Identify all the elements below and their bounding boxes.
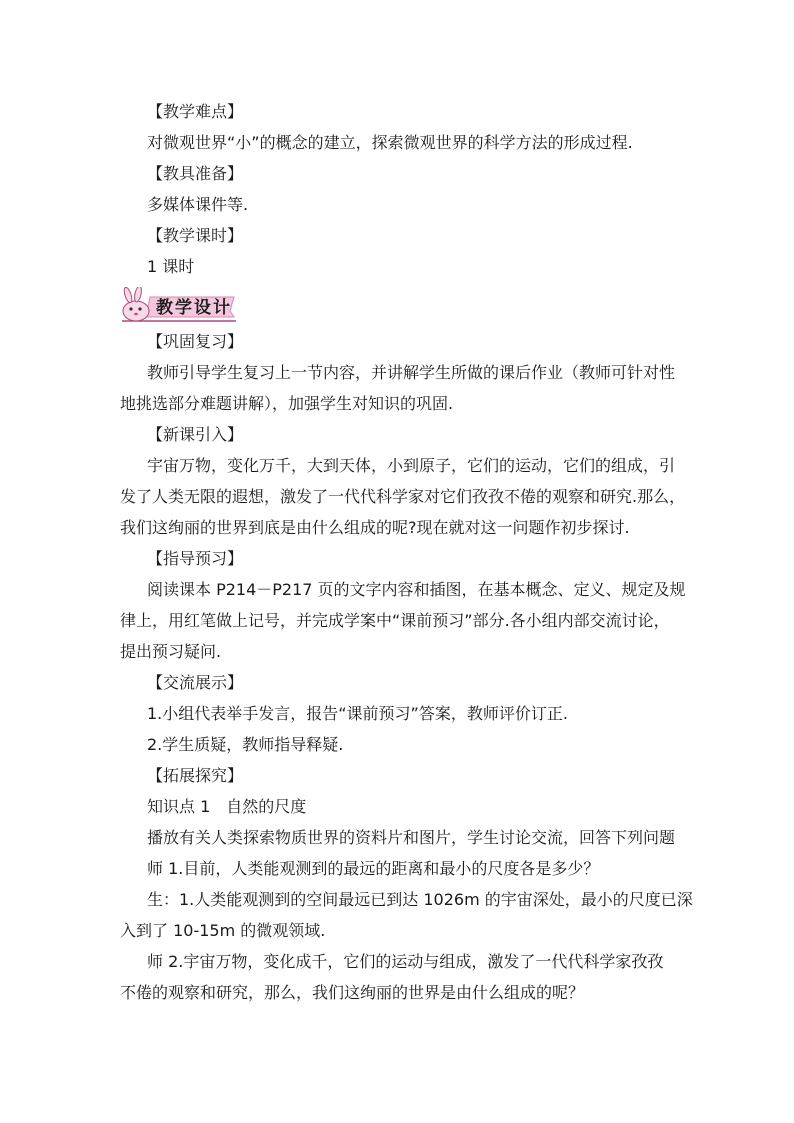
review-heading: 【巩固复习】 bbox=[147, 332, 244, 351]
explore-heading: 【拓展探究】 bbox=[147, 766, 244, 785]
difficulty-heading: 【教学难点】 bbox=[147, 102, 244, 121]
intro-line-1: 宇宙万物，变化万千，大到天体，小到原子，它们的运动，它们的组成，引 bbox=[147, 456, 676, 475]
tools-heading: 【教具准备】 bbox=[147, 164, 244, 183]
intro-heading: 【新课引入】 bbox=[147, 425, 244, 444]
tools-body: 多媒体课件等. bbox=[147, 195, 249, 214]
show-item-2: 2.学生质疑，教师指导释疑. bbox=[147, 735, 344, 754]
answer-1-line-1: 生：1.人类能观测到的空间最远已到达 1026m 的宇宙深处，最小的尺度已深 bbox=[147, 890, 693, 909]
question-1: 师 1.目前，人类能观测到的最远的距离和最小的尺度各是多少？ bbox=[147, 859, 600, 878]
preview-line-1: 阅读课本 P214－P217 页的文字内容和插图，在基本概念、定义、规定及规 bbox=[147, 580, 686, 599]
preview-heading: 【指导预习】 bbox=[147, 549, 244, 568]
answer-1-line-2: 入到了 10-15m 的微观领域. bbox=[120, 921, 326, 940]
question-2-line-2: 不倦的观察和研究，那么，我们这绚丽的世界是由什么组成的呢？ bbox=[120, 983, 585, 1002]
show-heading: 【交流展示】 bbox=[147, 673, 244, 692]
review-line-2: 地挑选部分难题讲解），加强学生对知识的巩固. bbox=[120, 394, 454, 413]
knowledge-point-1: 知识点 1 自然的尺度 bbox=[147, 797, 307, 816]
design-banner bbox=[116, 287, 240, 323]
banner-title: 教学设计 bbox=[156, 298, 232, 318]
preview-line-3: 提出预习疑问. bbox=[120, 642, 222, 661]
question-2-line-1: 师 2.宇宙万物，变化成千，它们的运动与组成，激发了一代代科学家孜孜 bbox=[147, 952, 664, 971]
show-item-1: 1.小组代表举手发言，报告“课前预习”答案，教师评价订正. bbox=[147, 704, 568, 723]
hours-body: 1 课时 bbox=[147, 257, 195, 276]
difficulty-body: 对微观世界“小”的概念的建立，探索微观世界的科学方法的形成过程. bbox=[147, 133, 633, 152]
hours-heading: 【教学课时】 bbox=[147, 226, 244, 245]
intro-line-2: 发了人类无限的遐想，激发了一代代科学家对它们孜孜不倦的观察和研究.那么， bbox=[120, 487, 686, 506]
explore-line-1: 播放有关人类探索物质世界的资料片和图片，学生讨论交流，回答下列问题 bbox=[147, 828, 676, 847]
rabbit-icon bbox=[123, 287, 149, 321]
preview-line-2: 律上，用红笔做上记号，并完成学案中“课前预习”部分.各小组内部交流讨论， bbox=[120, 611, 670, 630]
intro-line-3: 我们这绚丽的世界到底是由什么组成的呢?现在就对这一问题作初步探讨. bbox=[120, 518, 630, 537]
review-line-1: 教师引导学生复习上一节内容，并讲解学生所做的课后作业（教师可针对性 bbox=[147, 363, 676, 382]
